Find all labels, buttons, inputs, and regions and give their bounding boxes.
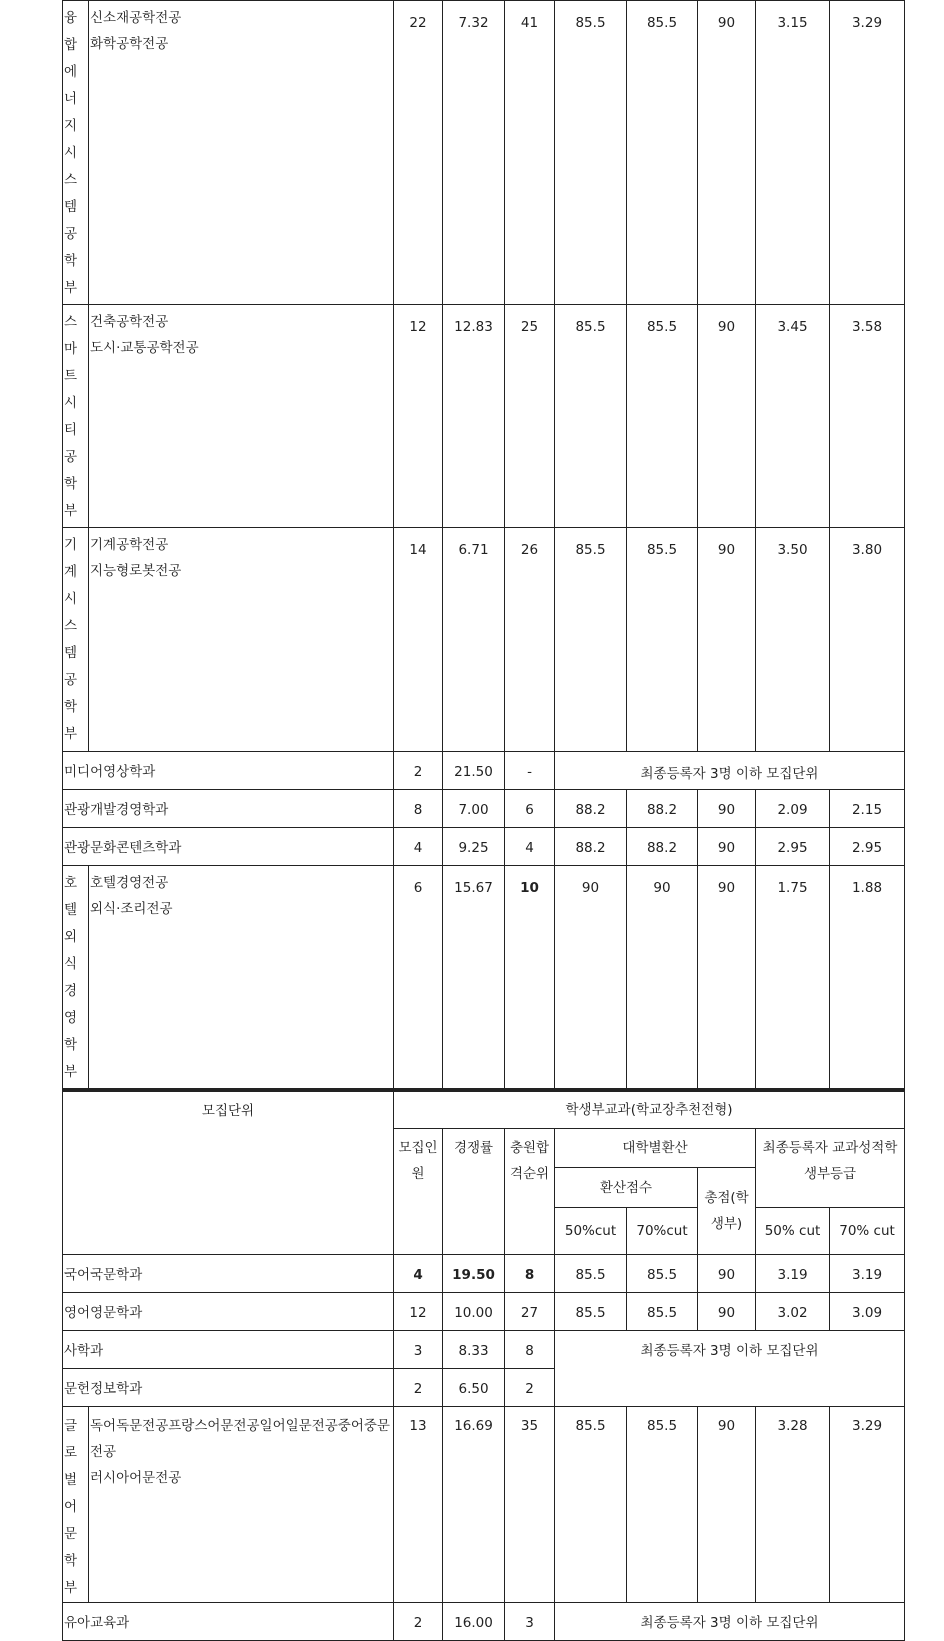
group-name: 호텔외식경영학부 [63,866,89,1089]
waitlist-rank: 26 [505,528,555,752]
competition-ratio: 19.50 [443,1255,505,1293]
header-conv-score: 환산점수 [555,1168,698,1208]
waitlist-rank: 27 [505,1293,555,1331]
header-unit: 모집단위 [63,1091,394,1255]
waitlist-rank: 4 [505,828,555,866]
group-name: 글로벌어문학부 [63,1407,89,1603]
table-row [63,790,905,828]
header-ratio: 경쟁률 [443,1129,505,1255]
header-track: 학생부교과(학교장추천전형) [394,1091,905,1129]
major-name: 독어독문전공프랑스어문전공일어일문전공중어중문전공 [90,1418,390,1460]
waitlist-rank: 10 [505,866,555,1089]
waitlist-rank: 35 [505,1407,555,1603]
competition-ratio: 16.69 [443,1407,505,1603]
recruit-count: 22 [394,1,443,305]
major-list [89,866,394,1089]
grade-50cut: 2.09 [756,790,830,828]
grade-70cut: 3.80 [830,528,905,752]
table-row [63,866,905,1089]
grade-70cut: 3.58 [830,305,905,528]
conv-50cut: 85.5 [555,528,627,752]
unit-name: 미디어영상학과 [63,752,394,790]
major-name: 지능형로봇전공 [90,563,182,579]
conv-50cut: 85.5 [555,1293,627,1331]
competition-ratio: 6.71 [443,528,505,752]
admission-results-document [62,0,904,1641]
note-small-unit: 최종등록자 3명 이하 모집단위 [555,1331,905,1407]
header-50cut: 50%cut [555,1208,627,1255]
header-final: 최종등록자 교과성적학생부등급 [756,1129,905,1208]
recruit-count: 8 [394,790,443,828]
recruit-count: 4 [394,1255,443,1293]
competition-ratio: 9.25 [443,828,505,866]
conv-50cut: 85.5 [555,305,627,528]
major-name: 기계공학전공 [90,537,169,553]
header-70cut: 70%cut [627,1208,698,1255]
grade-70cut: 2.15 [830,790,905,828]
waitlist-rank: 8 [505,1331,555,1369]
grade-70cut: 3.29 [830,1407,905,1603]
grade-50cut: 1.75 [756,866,830,1089]
unit-name: 관광개발경영학과 [63,790,394,828]
header-grade-50cut: 50% cut [756,1208,830,1255]
major-name: 신소재공학전공 [90,10,182,26]
waitlist-rank: 25 [505,305,555,528]
grade-50cut: 2.95 [756,828,830,866]
table-row [63,1407,905,1603]
grade-70cut: 3.09 [830,1293,905,1331]
grade-50cut: 3.15 [756,1,830,305]
total-score: 90 [698,790,756,828]
results-table-bottom [62,1089,905,1641]
major-name: 호텔경영전공 [90,875,169,891]
unit-name: 국어국문학과 [63,1255,394,1293]
grade-50cut: 3.45 [756,305,830,528]
competition-ratio: 7.32 [443,1,505,305]
total-score: 90 [698,305,756,528]
conv-70cut: 88.2 [627,790,698,828]
waitlist-rank: 3 [505,1603,555,1641]
group-name: 융합에너지시스템공학부 [63,1,89,305]
conv-70cut: 85.5 [627,1293,698,1331]
competition-ratio: 16.00 [443,1603,505,1641]
competition-ratio: 15.67 [443,866,505,1089]
total-score: 90 [698,528,756,752]
header-univ-conv: 대학별환산 [555,1129,756,1168]
competition-ratio: 8.33 [443,1331,505,1369]
grade-50cut: 3.19 [756,1255,830,1293]
competition-ratio: 21.50 [443,752,505,790]
conv-50cut: 90 [555,866,627,1089]
unit-name: 사학과 [63,1331,394,1369]
table-row [63,528,905,752]
header-grade-70cut: 70% cut [830,1208,905,1255]
total-score: 90 [698,1255,756,1293]
total-score: 90 [698,828,756,866]
unit-name: 유아교육과 [63,1603,394,1641]
table-row [63,752,905,790]
header-rank: 충원합격순위 [505,1129,555,1255]
conv-70cut: 85.5 [627,528,698,752]
total-score: 90 [698,1293,756,1331]
conv-70cut: 90 [627,866,698,1089]
recruit-count: 6 [394,866,443,1089]
major-list [89,1407,394,1603]
competition-ratio: 12.83 [443,305,505,528]
waitlist-rank: 8 [505,1255,555,1293]
table-row [63,1293,905,1331]
major-name: 화학공학전공 [90,36,169,52]
conv-50cut: 85.5 [555,1407,627,1603]
recruit-count: 3 [394,1331,443,1369]
unit-name: 문헌정보학과 [63,1369,394,1407]
major-name: 건축공학전공 [90,314,169,330]
unit-name: 관광문화콘텐츠학과 [63,828,394,866]
recruit-count: 4 [394,828,443,866]
grade-50cut: 3.02 [756,1293,830,1331]
grade-50cut: 3.50 [756,528,830,752]
total-score: 90 [698,1407,756,1603]
note-small-unit: 최종등록자 3명 이하 모집단위 [555,1603,905,1641]
grade-70cut: 1.88 [830,866,905,1089]
results-table-top [62,0,905,1089]
header-recruit: 모집인원 [394,1129,443,1255]
recruit-count: 12 [394,1293,443,1331]
table-row [63,1255,905,1293]
competition-ratio: 10.00 [443,1293,505,1331]
grade-70cut: 3.19 [830,1255,905,1293]
table-row [63,1603,905,1641]
total-score: 90 [698,1,756,305]
grade-70cut: 3.29 [830,1,905,305]
grade-70cut: 2.95 [830,828,905,866]
major-name: 도시·교통공학전공 [90,340,199,356]
waitlist-rank: 6 [505,790,555,828]
major-list [89,305,394,528]
waitlist-rank: 41 [505,1,555,305]
conv-50cut: 88.2 [555,828,627,866]
recruit-count: 13 [394,1407,443,1603]
note-small-unit: 최종등록자 3명 이하 모집단위 [555,752,905,790]
grade-50cut: 3.28 [756,1407,830,1603]
conv-50cut: 85.5 [555,1255,627,1293]
conv-70cut: 85.5 [627,1,698,305]
major-name: 러시아어문전공 [90,1470,182,1486]
recruit-count: 2 [394,1369,443,1407]
competition-ratio: 7.00 [443,790,505,828]
recruit-count: 2 [394,1603,443,1641]
unit-name: 영어영문학과 [63,1293,394,1331]
conv-50cut: 88.2 [555,790,627,828]
waitlist-rank: - [505,752,555,790]
group-name: 스마트시티공학부 [63,305,89,528]
group-name: 기계시스템공학부 [63,528,89,752]
table-row [63,305,905,528]
conv-50cut: 85.5 [555,1,627,305]
conv-70cut: 85.5 [627,1255,698,1293]
recruit-count: 14 [394,528,443,752]
table-row [63,1,905,305]
table-row [63,1331,905,1369]
total-score: 90 [698,866,756,1089]
conv-70cut: 85.5 [627,1407,698,1603]
header-total: 총점(학생부) [698,1168,756,1255]
conv-70cut: 85.5 [627,305,698,528]
recruit-count: 2 [394,752,443,790]
waitlist-rank: 2 [505,1369,555,1407]
recruit-count: 12 [394,305,443,528]
major-list [89,1,394,305]
major-list [89,528,394,752]
table-row [63,828,905,866]
conv-70cut: 88.2 [627,828,698,866]
competition-ratio: 6.50 [443,1369,505,1407]
major-name: 외식·조리전공 [90,901,173,917]
